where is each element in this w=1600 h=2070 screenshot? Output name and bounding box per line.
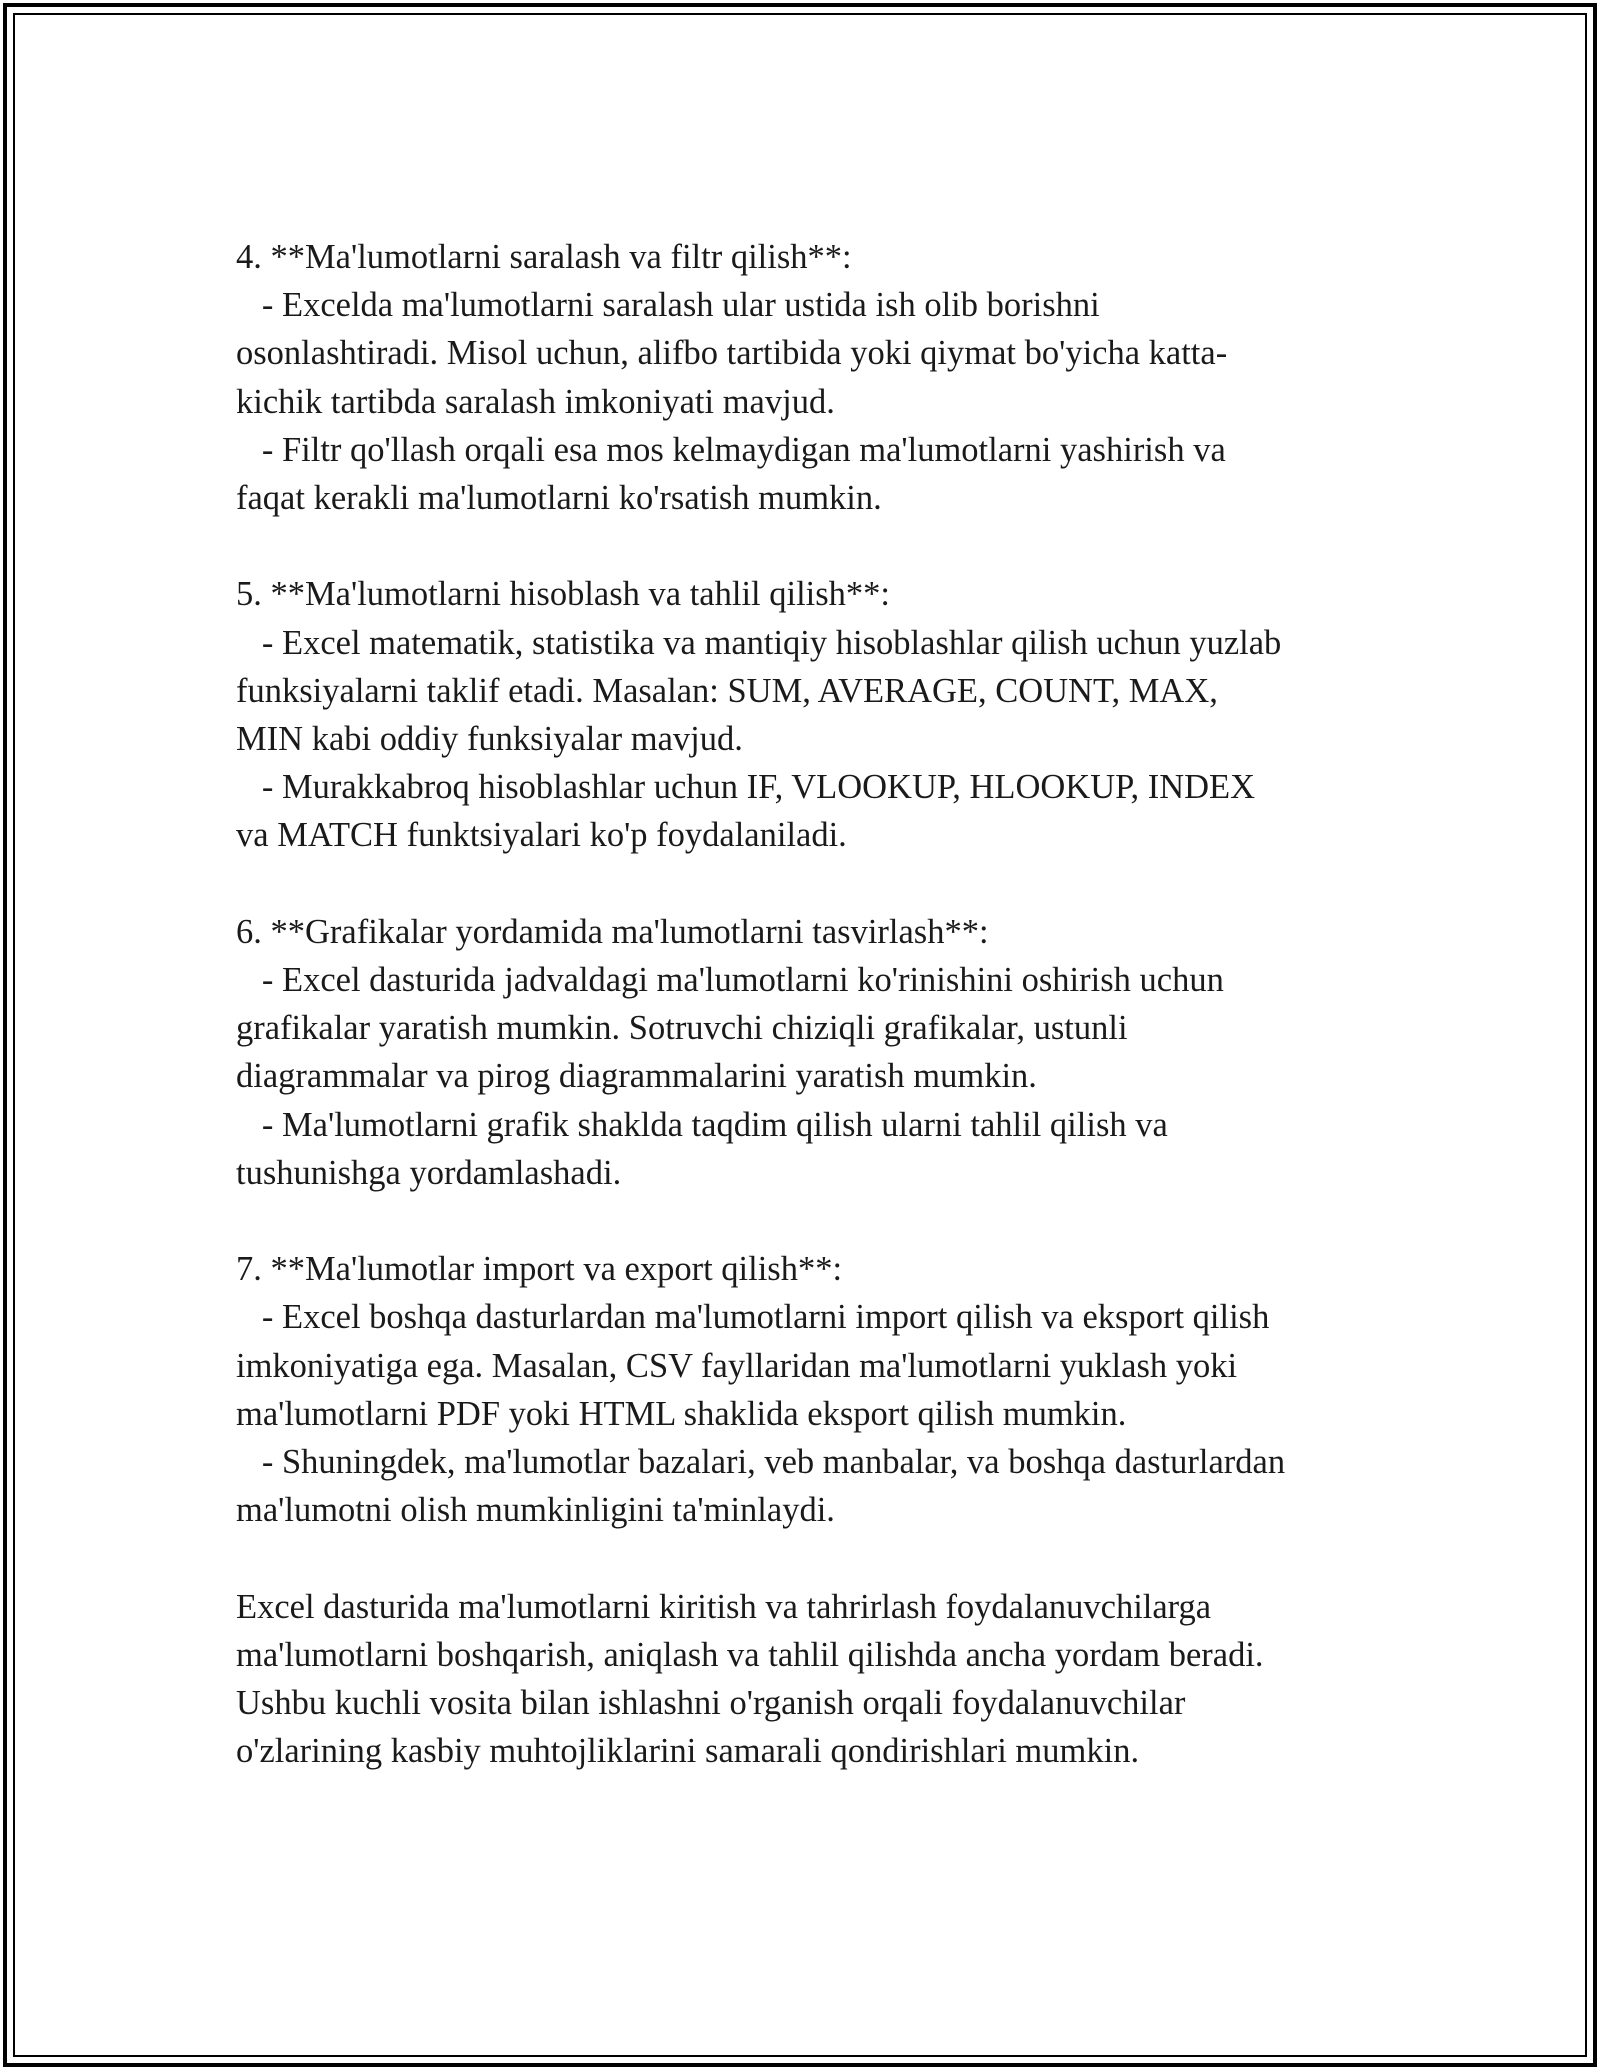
text-line: o'zlarining kasbiy muhtojliklarini samarali qondirishlari mumkin. bbox=[236, 1732, 1140, 1771]
text-line: - Excel matematik, statistika va mantiqiy hisoblashlar qilish uchun yuzlab bbox=[236, 623, 1282, 662]
text-line: funksiyalarni taklif etadi. Masalan: SUM, AVERAGE, COUNT, MAX, bbox=[236, 671, 1218, 710]
text-line: - Excel boshqa dasturlardan ma'lumotlarni import qilish va eksport qilish bbox=[236, 1298, 1270, 1337]
text-line: ma'lumotlarni boshqarish, aniqlash va tahlil qilishda ancha yordam beradi. bbox=[236, 1635, 1264, 1674]
section-heading: 5. **Ma'lumotlarni hisoblash va tahlil qilish**: bbox=[236, 575, 891, 614]
section-sorting-filtering bbox=[236, 233, 1396, 522]
text-line: MIN kabi oddiy funksiyalar mavjud. bbox=[236, 720, 743, 759]
text-line: tushunishga yordamlashadi. bbox=[236, 1153, 622, 1192]
text-line: kichik tartibda saralash imkoniyati mavjud. bbox=[236, 382, 835, 421]
section-import-export bbox=[236, 1245, 1396, 1534]
text-line: imkoniyatiga ega. Masalan, CSV fayllaridan ma'lumotlarni yuklash yoki bbox=[236, 1346, 1238, 1385]
text-line: - Filtr qo'llash orqali esa mos kelmaydigan ma'lumotlarni yashirish va bbox=[236, 430, 1226, 469]
section-heading: 4. **Ma'lumotlarni saralash va filtr qilish**: bbox=[236, 238, 852, 276]
section-heading: 7. **Ma'lumotlar import va export qilish**: bbox=[236, 1250, 843, 1289]
text-line: osonlashtiradi. Misol uchun, alifbo tartibida yoki qiymat bo'yicha katta- bbox=[236, 334, 1228, 373]
text-line: ma'lumotni olish mumkinligini ta'minlaydi. bbox=[236, 1491, 835, 1530]
text-line: va MATCH funktsiyalari ko'p foydalaniladi. bbox=[236, 816, 847, 855]
document-body bbox=[236, 233, 1396, 1824]
section-conclusion bbox=[236, 1583, 1396, 1776]
section-calculation-analysis bbox=[236, 570, 1396, 859]
text-line: ma'lumotlarni PDF yoki HTML shaklida eksport qilish mumkin. bbox=[236, 1394, 1127, 1433]
text-line: diagrammalar va pirog diagrammalarini yaratish mumkin. bbox=[236, 1057, 1037, 1096]
text-line: - Shuningdek, ma'lumotlar bazalari, veb manbalar, va boshqa dasturlardan bbox=[236, 1443, 1286, 1482]
section-heading: 6. **Grafikalar yordamida ma'lumotlarni tasvirlash**: bbox=[236, 912, 989, 951]
section-charts bbox=[236, 908, 1396, 1197]
text-line: - Murakkabroq hisoblashlar uchun IF, VLOOKUP, HLOOKUP, INDEX bbox=[236, 768, 1256, 807]
text-line: - Excelda ma'lumotlarni saralash ular ustida ish olib borishni bbox=[236, 286, 1100, 325]
text-line: faqat kerakli ma'lumotlarni ko'rsatish mumkin. bbox=[236, 479, 882, 518]
text-line: Ushbu kuchli vosita bilan ishlashni o'rganish orqali foydalanuvchilar bbox=[236, 1684, 1186, 1723]
text-line: Excel dasturida ma'lumotlarni kiritish va tahrirlash foydalanuvchilarga bbox=[236, 1587, 1212, 1626]
text-line: - Excel dasturida jadvaldagi ma'lumotlarni ko'rinishini oshirish uchun bbox=[236, 961, 1224, 1000]
text-line: - Ma'lumotlarni grafik shaklda taqdim qilish ularni tahlil qilish va bbox=[236, 1105, 1168, 1144]
text-line: grafikalar yaratish mumkin. Sotruvchi chiziqli grafikalar, ustunli bbox=[236, 1009, 1128, 1048]
